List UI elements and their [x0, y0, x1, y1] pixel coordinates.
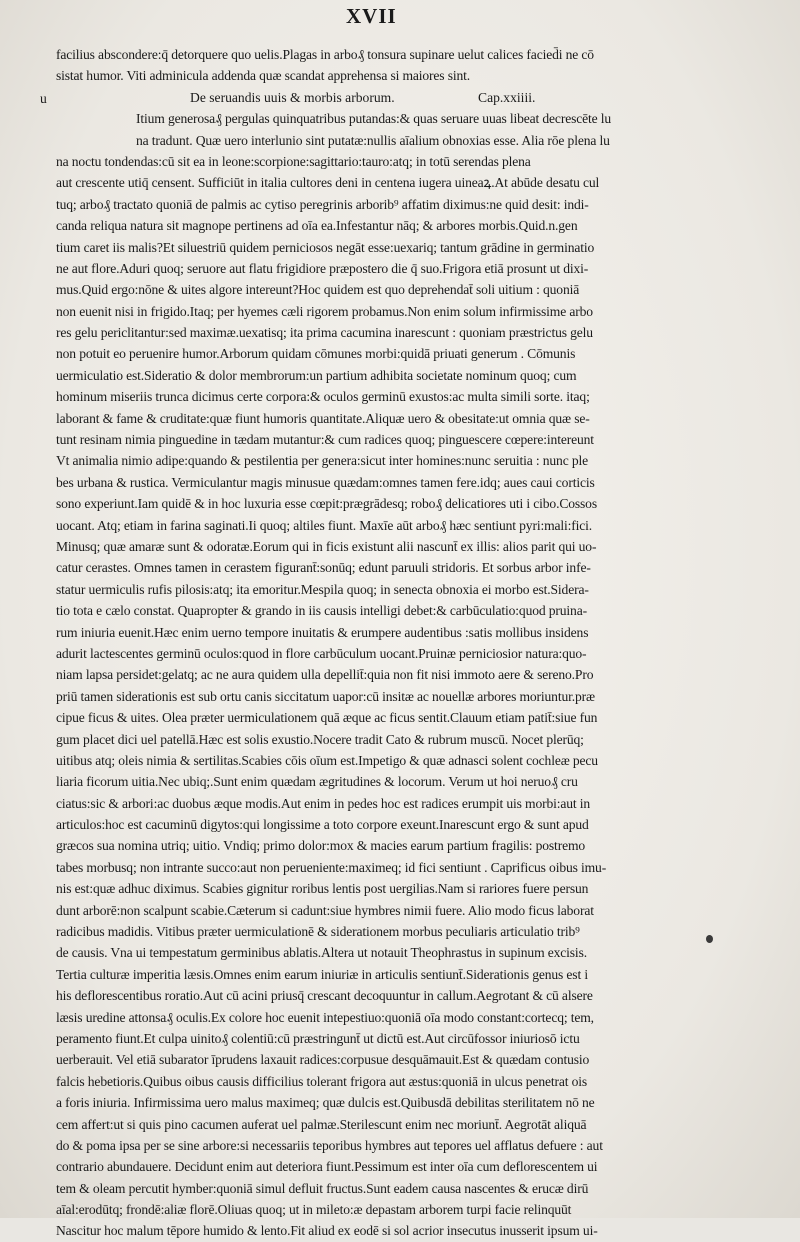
text-line: gum placet dici uel patellā.Hæc est solis exustio.Nocere tradit Cato & rubrum muscū. Nocet plerūq; — [56, 731, 584, 747]
text-line: cem affert:ut si quis pino cacumen auferat uel palmæ.Sterilescunt enim nec moriunt̄. Aegrotāt aliquā — [56, 1116, 587, 1132]
chapter-title: De seruandis uuis & morbis arborum. — [190, 89, 395, 105]
text-line: Tertia culturæ imperitia læsis.Omnes enim earum iniuriæ in articulis sentiunt̄.Siderationis genus est i — [56, 966, 588, 982]
text-line: niam lapsa persidet:gelatq; ac ne aura quidem ulla depellit̄:quia non fit nisi immoto aere & sereno.Pro — [56, 667, 594, 683]
text-line: ciatus:sic & arbori:ac duobus æque modis.Aut enim in pedes hoc est radices erumpit uis morbi:aut in — [56, 795, 591, 811]
text-line: hominum miseriis trunca dicimus certe corpora:& oculos germinū exustos:ac multa simili sorte. itaq; — [56, 389, 590, 405]
text-line: radicibus madidis. Vitibus præter uermiculationē & siderationem morbus peculiaris articulatio trib⁹ — [56, 924, 580, 940]
text-line: Nascitur hoc malum tēpore humido & lento.Fit aliud ex eodē si sol acrior insecutus inusserit ipsum ui- — [56, 1223, 598, 1239]
text-line: catur cerastes. Omnes tamen in cerastem figurant̄:sonūq; edunt paruuli stridoris. Et sorbus arbor infe- — [56, 560, 591, 576]
text-line: nis est:quæ adhuc diximus. Scabies gignitur roribus lentis post uergilias.Nam si rariores fuere persun — [56, 881, 589, 897]
text-line: na tradunt. Quæ uero interlunio sint putatæ:nullis aīalium obnoxias esse. Alia rōe plena lu — [136, 132, 610, 148]
text-line: læsis uredine attonsa₰ oculis.Ex colore hoc euenit intepestiuo:quoniā oīa modo constant:cortecq; tem, — [56, 1009, 594, 1025]
text-line: græcos sua nomina utriq; uitio. Vndiq; primo dolor:mox & macies earum partium fragilis: postremo — [56, 838, 586, 854]
text-line: tio tota e cælo constat. Quapropter & grando in iis causis intelligi debet:& carbūculatio:quod pruina- — [56, 603, 587, 619]
text-line: aut crescente utiq̄ censent. Sufficiūt in italia cultores deni in centena iugera uineaꝝ.At abūde desatu cul — [56, 175, 600, 191]
text-line: facilius abscondere:q̄ detorquere quo uelis.Plagas in arbo₰ tonsura supinare uelut calices facied̄i ne cō — [56, 47, 594, 62]
text-line: tunt resinam nimia pinguedine in tædam mutantur:& cum radices quoq; pinguescere cœpere:intereunt — [56, 432, 594, 448]
text-line: non euenit nisi in frigido.Itaq; per hyemes cæli rigorem probamus.Non enim solum infirmissime arbo — [56, 303, 593, 319]
text-line: uerberauit. Vel etiā subarator īprudens laxauit radices:corpusue desquāmauit.Est & quædam contusio — [56, 1052, 590, 1068]
text-block — [56, 44, 696, 1242]
text-line: priū tamen siderationis est sub ortu canis siccitatum uapor:cū insitæ ac nouellæ arbores moriuntur.præ — [56, 688, 595, 704]
text-line: res gelu periclitantur:sed maximæ.uexatisq; ita prima cacumina inarescunt : quoniam præstrictus gelu — [56, 325, 593, 341]
text-line: do & poma ipsa per se sine arbore:si necessariis teporibus hymbres aut tepores uel afflatus defuere : aut — [56, 1137, 603, 1153]
text-line: uocant. Atq; etiam in farina saginati.Ii quoq; altiles fiunt. Maxīe aūt arbo₰ hæc sentiunt pyri:mali:fici. — [56, 517, 593, 533]
text-line: Minusq; quæ amaræ sunt & odoratæ.Eorum qui in ficis existunt alii nascunt̄ ex illis: alios parit qui uo- — [56, 538, 597, 554]
text-line: Itium generosa₰ pergulas quinquatribus putandas:& quas seruare uuas libeat decrescēte lu — [136, 111, 612, 127]
text-line: liaria ficorum uitia.Nec ubiq;.Sunt enim quædam ægritudines & locorum. Verum ut hoi neruo₰ cru — [56, 774, 578, 790]
text-line: cipue ficus & uites. Olea præter uermiculationem quā æque ac ficus sentit.Clauum etiam patit̄:siue fun — [56, 710, 598, 726]
text-line: tabes morbusq; non intrante succo:aut non perueniente:maximeq; id fici sentiunt . Caprificus oibus imu- — [56, 859, 607, 875]
text-line: tem & oleam percutit hymber:quoniā simul defluit fructus.Sunt eadem causa nascentes & erucæ dirū — [56, 1180, 589, 1196]
text-line: ne aut flore.Aduri quoq; seruore aut flatu frigidiore præpostero die q̄ suo.Frigora etiā prosunt ut dixi- — [56, 260, 589, 276]
text-line: laborant & fame & cruditate:quæ fiunt humoris quantitate.Aliquæ uero & obesitate:ut omnia quæ se- — [56, 410, 590, 426]
body-text — [56, 108, 696, 1242]
text-line: de causis. Vna ui tempestatum germinibus ablatis.Altera ut notauit Theophrastus in supinum excisis. — [56, 945, 587, 961]
folio-number: XVII — [346, 4, 397, 28]
guide-letter: u — [40, 91, 47, 106]
text-line: contrario abundauere. Decidunt enim aut deteriora fiunt.Pessimum est inter oīa cum deflorescentem ui — [56, 1159, 598, 1175]
text-line: his deflorescentibus roratio.Aut cū acini priusq̄ crescant decoquuntur in callum.Aegrotant & cū alsere — [56, 988, 593, 1004]
chapter-heading — [56, 87, 696, 108]
text-line: bes urbana & rustica. Vermiculantur magis minusue quædam:omnes tamen fere.idq; aues caui corticis — [56, 474, 595, 490]
text-line: tuq; arbo₰ tractato quoniā de palmis ac cytiso peregrinis arborib⁹ affatim diximus:ne quid desit: indi- — [56, 196, 589, 212]
text-line: non potuit eo peruenire humor.Arborum quidam cōmunes morbi:quidā priuati generum . Cōmunis — [56, 346, 576, 362]
text-line: sistat humor. Viti adminicula addenda quæ scandat apprehensa si maiores sint. — [56, 68, 470, 84]
ink-blot — [706, 935, 713, 943]
text-line: uitibus atq; oleis nimia & sertilitas.Scabies cōis oīum est.Impetigo & quæ adnasci solent cochleæ pecu — [56, 752, 598, 768]
text-line: adurit lactescentes germinū oculos:quod in flore carbūculum uocant.Pruinæ perniciosior natura:quo- — [56, 645, 587, 661]
text-line: tium caret iis malis?Et siluestriū quidem perniciosos negāt esse:uexariq; tantum grādine in germinatio — [56, 239, 595, 255]
text-line: uermiculatio est.Sideratio & dolor membrorum:un partium adhibita societate nominum quoq; cum — [56, 367, 577, 383]
text-line: na noctu tondendas:cū sit ea in leone:scorpione:sagittario:tauro:atq; in totū serendas plena — [56, 153, 531, 169]
text-line: aīal:erodūtq; frondē:aliæ florē.Oliuas quoq; ut in mileto:æ depastam arborem turpi facie relinquūt — [56, 1202, 572, 1218]
text-line: falcis hebetioris.Quibus oibus causis difficilius tolerant frigora aut æstus:quoniā in ulcus penetrat ois — [56, 1073, 588, 1089]
text-line: mus.Quid ergo:nōne & uites algore intereunt?Hoc quidem est quo deprehendat̄ soli uitium : quoniā — [56, 282, 580, 298]
chapter-number: Cap.xxiiii. — [478, 89, 536, 105]
text-line: rum iniuria euenit.Hæc enim uerno tempore inuitatis & erumpere audentibus :satis mollibus insidens — [56, 624, 589, 640]
text-line: sono experiunt.Iam quidē & in hoc luxuria esse cœpit:prægrādesq; robo₰ delicatiores uti i cibo.Cossos — [56, 496, 597, 512]
text-line: a foris iniuria. Infirmissima uero malus maximeq; quæ dulcis est.Quibusdā debilitas sterilitatem nō ne — [56, 1095, 595, 1111]
text-line: articulos:hoc est cacuminū digytos:qui longissime a toto corpore exeunt.Inarescunt ergo & sunt apud — [56, 817, 589, 833]
text-line: canda reliqua natura sit magnope pertinens ad oīa ea.Infestantur nāq; & arbores morbis.Quid.n.gen — [56, 218, 578, 234]
text-line: peramento fiunt.Et culpa uinito₰ colentiū:cū præstringunt̄ ut dictū est.Aut circūfossor iniuriosō ictu — [56, 1030, 580, 1046]
text-line: Vt animalia nimio adipe:quando & pestilentia per genera:sicut inter homines:nunc seruitia : nunc ple — [56, 453, 588, 469]
text-line: dunt arborē:non scalpunt scabie.Cæterum si cadunt:siue hymbres nimii fuere. Alio modo ficus laborat — [56, 902, 594, 918]
text-line: statur uermiculis rufis pilosis:atq; ita emoritur.Mespila quoq; in senecta obnoxia ei morbo est.Sidera- — [56, 581, 589, 597]
